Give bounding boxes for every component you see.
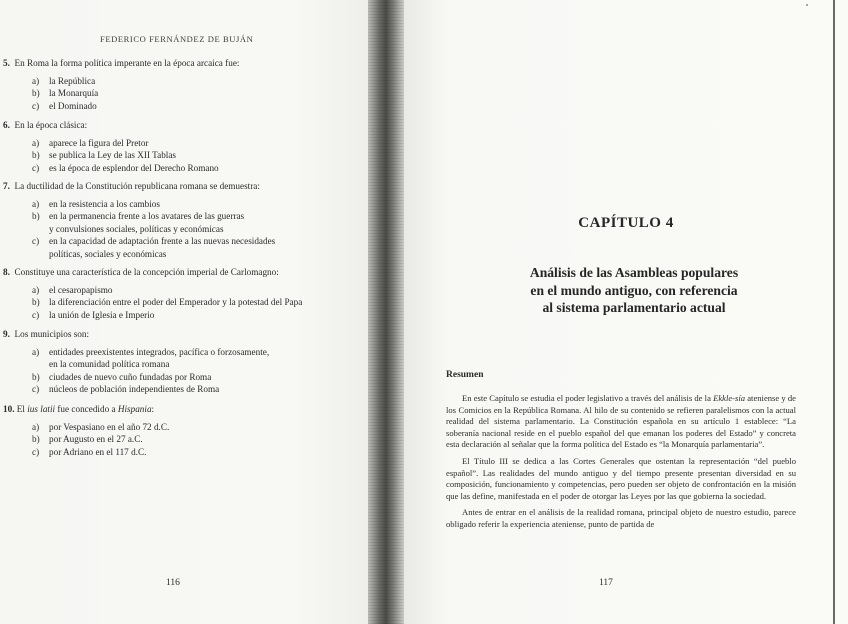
book-gutter (368, 0, 404, 624)
answer-options (32, 137, 353, 175)
answer-option (32, 296, 353, 309)
summary-paragraph (446, 393, 796, 451)
answer-option (32, 235, 353, 260)
option-text: la República (49, 75, 96, 86)
option-letter: a) (32, 137, 40, 148)
option-text: la unión de Iglesia e Imperio (49, 309, 155, 320)
stem-prefix: El (16, 404, 28, 414)
question-9 (3, 328, 353, 396)
option-text: la Monarquía (49, 88, 99, 99)
question-stem (3, 119, 353, 132)
answer-options (32, 198, 353, 261)
option-letter: b) (32, 211, 40, 222)
answer-options (32, 346, 353, 396)
option-letter: b) (32, 371, 40, 382)
option-letter: a) (32, 284, 40, 295)
answer-option (32, 137, 353, 150)
question-7 (3, 180, 353, 261)
question-stem (3, 403, 353, 416)
chapter-title (444, 264, 824, 317)
question-number: 8. (3, 267, 10, 277)
option-text: aparece la figura del Pretor (49, 137, 149, 148)
option-text: núcleos de población independientes de Roma (49, 384, 220, 395)
scan-speck (806, 4, 808, 6)
answer-option (32, 162, 353, 175)
answer-option (32, 75, 353, 88)
running-head: FEDERICO FERNÁNDEZ DE BUJÁN (100, 34, 254, 44)
answer-option (32, 149, 353, 162)
summary-heading: Resumen (446, 370, 484, 380)
question-5 (3, 57, 353, 112)
option-text: el cesaropapismo (49, 284, 113, 295)
answer-options (32, 421, 353, 459)
option-text: por Augusto en el 27 a.C. (49, 434, 143, 445)
answer-options (32, 284, 353, 322)
answer-option (32, 446, 353, 459)
option-letter: b) (32, 297, 40, 308)
option-letter: c) (32, 384, 40, 395)
option-text: la diferenciación entre el poder del Emperador y la potestad del Papa (49, 297, 303, 308)
option-text: entidades preexistentes integrados, pacífica o forzosamente, en la comunidad política romana (49, 346, 270, 370)
stem-italic-place: Hispania (117, 404, 152, 414)
answer-option (32, 284, 353, 297)
option-text: en la permanencia frente a los avatares de las guerras y convulsiones sociales, políticas y económicas (49, 211, 245, 234)
option-letter: c) (32, 446, 40, 457)
paragraph-text: ateniense y de los Comicios en la República Romana. Al hilo de su contenido se refieren paralelismos con la actual realidad del sistema parlamentario. La Constitución española en su artículo 1 establece: “La soberanía nacional reside en el pueblo español del que emanan los poderes del Estado” y concreta esta declaración al señalar que la forma política del Estado es “la Monarquía parlamentaria”. (446, 393, 796, 450)
question-number: 10. (3, 404, 15, 414)
question-stem (3, 57, 353, 70)
question-10 (3, 403, 353, 458)
summary-paragraph: Antes de entrar en el análisis de la realidad romana, principal objeto de nuestro estudio, parece obligado referir la experiencia ateniense, punto de partida de (446, 507, 796, 529)
option-text: por Adriano en el 117 d.C. (49, 446, 147, 457)
option-text: en la capacidad de adaptación frente a las nuevas necesidades políticas, sociales y económicas (49, 236, 276, 259)
answer-option (32, 421, 353, 434)
question-number: 6. (3, 120, 10, 130)
option-letter: c) (32, 236, 40, 247)
option-letter: b) (32, 88, 40, 99)
answer-option (32, 383, 353, 396)
answer-option (32, 346, 353, 371)
summary-paragraph: El Título III se dedica a las Cortes Generales que ostentan la representación “del pueblo español”. Las realidades del mundo antiguo y del tiempo presente presentan diversidad en su composición, funcionamiento y competencias, pero pueden ser objeto de confrontación en la misión que las define, manifestada en el poder de otorgar las Leyes por las que gobierna la sociedad. (446, 455, 796, 501)
option-letter: c) (32, 100, 40, 111)
question-text: Constituye una característica de la concepción imperial de Carlomagno: (14, 267, 279, 277)
option-letter: b) (32, 150, 40, 161)
paragraph-text: En este Capítulo se estudia el poder legislativo a través del análisis de la (462, 393, 714, 403)
answer-option (32, 87, 353, 100)
stem-middle: fue concedido a (55, 404, 118, 414)
option-text: por Vespasiano en el año 72 d.C. (49, 421, 170, 432)
summary-body (446, 393, 796, 536)
chapter-title-line: Análisis de las Asambleas populares (529, 265, 739, 280)
page-number-right: 117 (599, 578, 613, 588)
option-text: se publica la Ley de las XII Tablas (49, 150, 176, 161)
question-6 (3, 119, 353, 174)
left-page (0, 0, 368, 624)
question-text (17, 404, 154, 414)
question-stem (3, 266, 353, 279)
question-number: 5. (3, 58, 10, 68)
option-letter: a) (32, 421, 40, 432)
option-letter: a) (32, 75, 40, 86)
answer-option (32, 371, 353, 384)
question-stem (3, 328, 353, 341)
option-text: en la resistencia a los cambios (49, 198, 160, 209)
answer-option (32, 210, 353, 235)
question-text: En Roma la forma política imperante en la época arcaica fue: (14, 58, 240, 68)
chapter-title-line: al sistema parlamentario actual (542, 300, 726, 315)
question-8 (3, 266, 353, 321)
option-letter: a) (32, 346, 40, 357)
scan-speck (372, 130, 374, 132)
right-page (404, 0, 848, 624)
question-text: Los municipios son: (14, 329, 90, 339)
page-number-left: 116 (166, 578, 180, 588)
question-text: En la época clásica: (14, 120, 88, 130)
chapter-title-line: en el mundo antiguo, con referencia (530, 282, 738, 298)
italic-term: Ekkle-sía (713, 393, 746, 403)
option-text: ciudades de nuevo cuño fundadas por Roma (49, 371, 212, 382)
page-edge-shadow (833, 0, 835, 624)
option-text: el Dominado (49, 100, 97, 111)
question-text: La ductilidad de la Constitución republicana romana se demuestra: (14, 181, 260, 191)
question-stem (3, 180, 353, 193)
answer-option (32, 198, 353, 211)
answer-option (32, 433, 353, 446)
answer-option (32, 309, 353, 322)
option-letter: c) (32, 162, 40, 173)
option-letter: b) (32, 434, 40, 445)
chapter-label: CAPÍTULO 4 (578, 215, 674, 231)
question-number: 9. (3, 329, 10, 339)
question-number: 7. (3, 181, 10, 191)
stem-italic-term: ius latii (27, 404, 56, 414)
option-letter: c) (32, 309, 40, 320)
answer-option (32, 100, 353, 113)
option-letter: a) (32, 198, 40, 209)
answer-options (32, 75, 353, 113)
option-text: es la época de esplendor del Derecho Romano (49, 162, 219, 173)
stem-suffix: : (151, 404, 155, 414)
